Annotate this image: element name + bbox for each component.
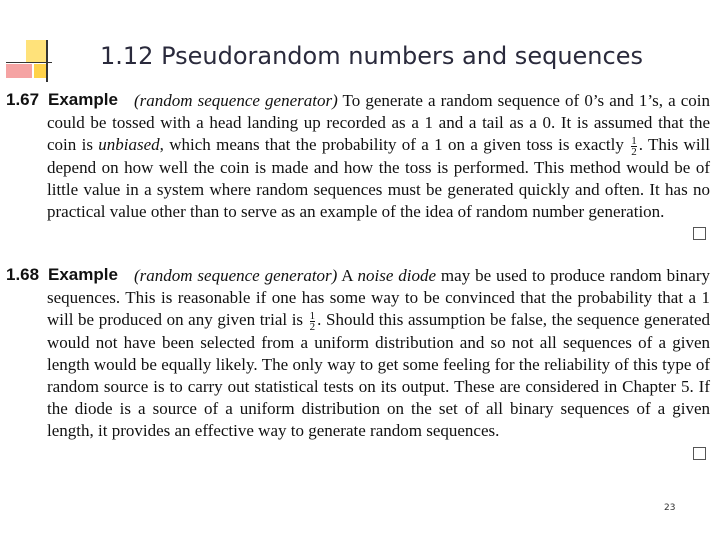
fraction: $\frac{1}{2}$ <box>309 309 316 333</box>
example-block <box>6 90 710 223</box>
page-number: 23 <box>664 503 676 513</box>
corner-logo-icon <box>6 40 50 80</box>
example-topic: (random sequence generator) <box>134 91 338 110</box>
example-block <box>6 265 710 442</box>
example-label: Example <box>48 90 118 109</box>
example-number: 1.67 <box>6 90 40 109</box>
example-text: (random sequence generator) A noise diode may be used to produce random binary sequences. This is reasonable if one has some way to be convinced that the probability that a 1 will be produced on any given trial is $\frac{1}{2}$ . Should this assumption be false, the sequence generated would not have been selected from a uniform distribution and so not all sequences of a given length would be equally likely. The only way to get some feeling for the reliability of this type of random source is to carry out statistical tests on its output. These are considered in Chapter 5. If the diode is a source of a uniform distribution on the set of all binary sequences of a given length, it provides an effective way to generate random sequences. <box>47 266 711 440</box>
example-topic: (random sequence generator) <box>134 266 338 285</box>
emphasis: unbiased <box>98 135 160 154</box>
example-text: (random sequence generator) To generate a random sequence of 0’s and 1’s, a coin could be tossed with a head landing up recorded as a 1 and a tail as a 0. It is assumed that the coin is unbiased, which means that the probability of a 1 on a given toss is exactly $\frac{1}{2}$ . This will depend on how well the coin is made and how the toss is performed. This method would be of little value in a system where random sequences must be generated quickly and often. It has no practical value other than to serve as an example of the idea of random number generation. <box>47 91 710 221</box>
emphasis: noise diode <box>357 266 437 285</box>
slide-title: 1.12 Pseudorandom numbers and sequences <box>100 42 643 70</box>
example-label: Example <box>48 265 118 284</box>
qed-square-icon <box>693 447 706 460</box>
example-number: 1.68 <box>6 265 40 284</box>
qed-square-icon <box>693 227 706 240</box>
fraction: $\frac{1}{2}$ <box>631 134 637 158</box>
